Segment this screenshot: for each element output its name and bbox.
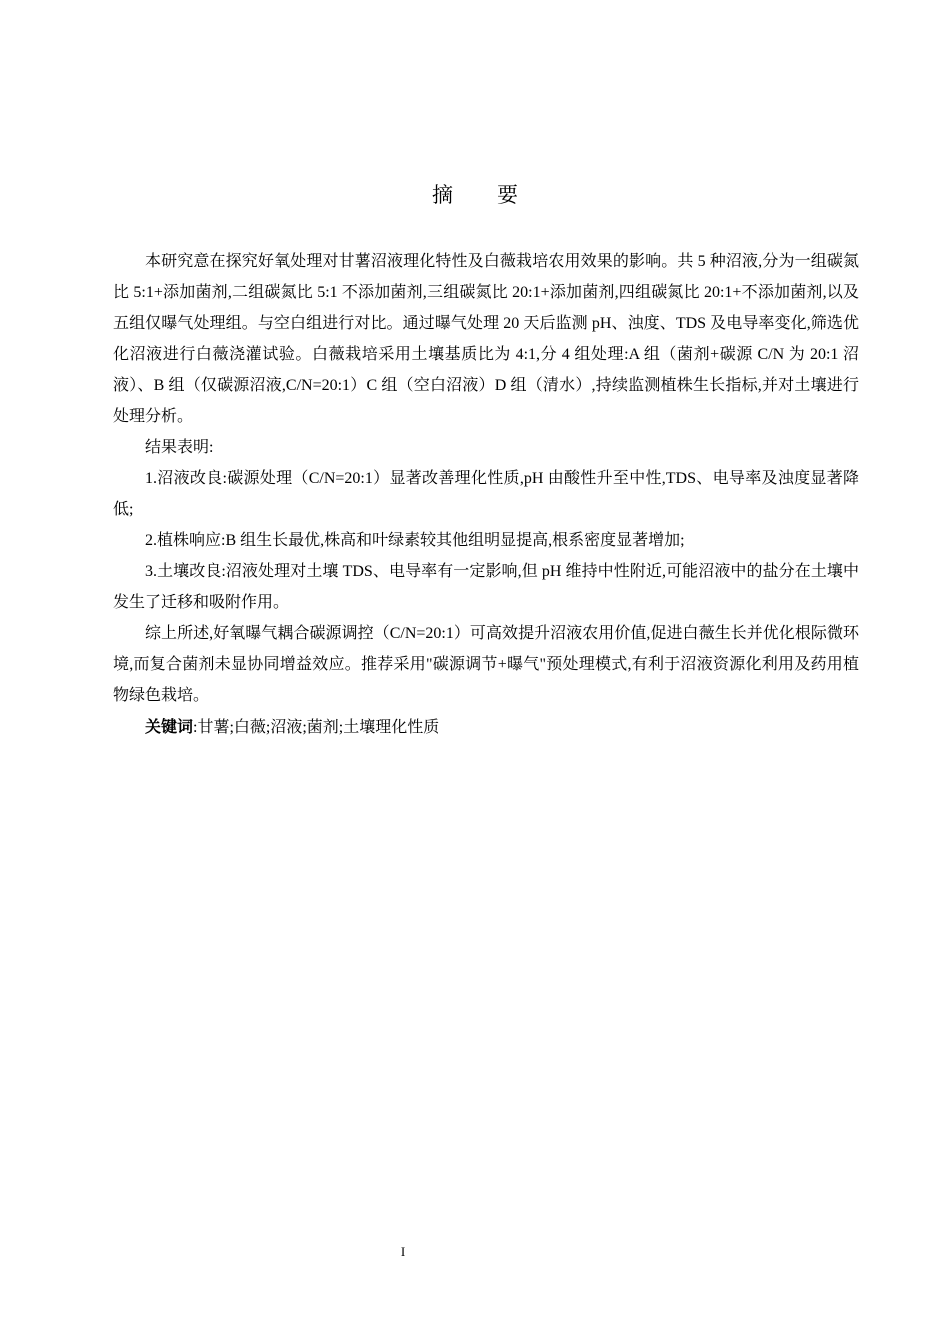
keywords-separator: : bbox=[193, 719, 198, 736]
keywords-label: 关键词 bbox=[145, 717, 194, 736]
abstract-title-char-1: 摘 bbox=[432, 183, 453, 207]
result-item-3: 3.土壤改良:沼液处理对土壤 TDS、电导率有一定影响,但 pH 维持中性附近,可能沼液中的盐分在土壤中发生了迁移和吸附作用。 bbox=[113, 563, 859, 611]
abstract-paragraph: 本研究意在探究好氧处理对甘薯沼液理化特性及白薇栽培农用效果的影响。共 5 种沼液,分为一组碳氮比 5:1+添加菌剂,二组碳氮比 5:1 不添加菌剂,三组碳氮比 20:1+添加菌剂,四组碳氮比 20:1+不添加菌剂,以及五组仅曝气处理组。与空白组进行对比。通过曝气处理 20 天后监测 pH、浊度、TDS 及电导率变化,筛选优化沼液进行白薇浇灌试验。白薇栽培采用土壤基质比为 4:1,分 4 组处理:A 组（菌剂+碳源 C/N 为 20:1 沼液）、B 组（仅碳源沼液,C/N=20:1）C 组（空白沼液）D 组（清水）,持续监测植株生长指标,并对土壤进行处理分析。 bbox=[113, 253, 859, 425]
abstract-title-char-2: 要 bbox=[497, 183, 518, 207]
result-item-2: 2.植株响应:B 组生长最优,株高和叶绿素较其他组明显提高,根系密度显著增加; bbox=[145, 532, 685, 549]
abstract-body bbox=[113, 246, 859, 743]
results-intro: 结果表明: bbox=[145, 439, 214, 456]
abstract-title bbox=[0, 180, 950, 210]
keywords-line bbox=[113, 711, 859, 743]
keywords-value: 甘薯;白薇;沼液;菌剂;土壤理化性质 bbox=[197, 719, 440, 736]
conclusion-paragraph: 综上所述,好氧曝气耦合碳源调控（C/N=20:1）可高效提升沼液农用价值,促进白薇生长并优化根际微环境,而复合菌剂未显协同增益效应。推荐采用"碳源调节+曝气"预处理模式,有利于沼液资源化利用及药用植物绿色栽培。 bbox=[113, 625, 859, 704]
result-item-1: 1.沼液改良:碳源处理（C/N=20:1）显著改善理化性质,pH 由酸性升至中性,TDS、电导率及浊度显著降低; bbox=[113, 470, 859, 518]
page-number: I bbox=[400, 1244, 406, 1259]
